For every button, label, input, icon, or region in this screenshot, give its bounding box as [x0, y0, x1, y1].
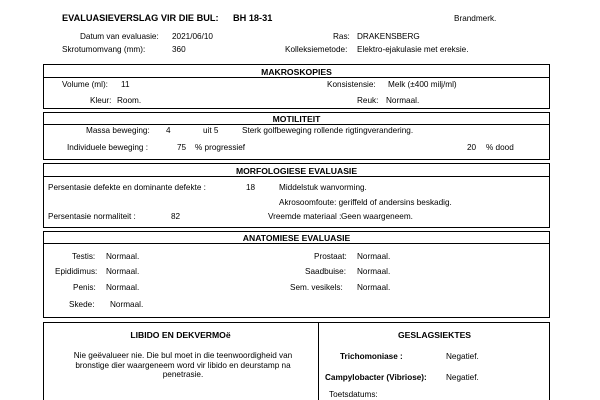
- libido-heading: LIBIDO EN DEKVERMOë: [130, 330, 231, 340]
- bull-id: BH 18-31: [233, 13, 273, 23]
- campylobacter-value: Negatief.: [446, 373, 479, 382]
- sheath-value: Normaal.: [110, 300, 144, 309]
- progressive-value: 75: [177, 143, 187, 152]
- prostate-label: Prostaat:: [314, 252, 347, 261]
- morphology-heading: MORFOLOGIESE EVALUASIE: [235, 166, 358, 176]
- defects-value: 18: [246, 183, 256, 192]
- scrotum-label: Skrotumomvang (mm):: [62, 45, 146, 54]
- defect-item-2: Akrosoomfoute: geriffeld of andersins beskadig.: [279, 198, 452, 207]
- testis-label: Testis:: [72, 252, 96, 261]
- epididymis-label: Epididimus:: [55, 267, 98, 276]
- seminal-ducts-label: Saadbuise:: [305, 267, 346, 276]
- seminal-vesicles-label: Sem. vesikels:: [290, 283, 343, 292]
- testis-value: Normaal.: [106, 252, 140, 261]
- seminal-vesicles-value: Normaal.: [357, 283, 391, 292]
- report-title: EVALUASIEVERSLAG VIR DIE BUL:: [62, 13, 219, 23]
- consistency-label: Konsistensie:: [327, 80, 376, 89]
- defect-item-1: Middelstuk wanvorming.: [279, 183, 367, 192]
- progressive-unit: % progressief: [195, 143, 246, 152]
- macroscopic-heading: MAKROSKOPIES: [261, 67, 332, 77]
- dead-value: 20: [467, 143, 477, 152]
- colour-label: Kleur:: [90, 96, 112, 105]
- method-label: Kolleksiemetode:: [285, 45, 348, 54]
- defects-label: Persentasie defekte en dominante defekte :: [48, 183, 206, 192]
- prostate-value: Normaal.: [357, 252, 391, 261]
- campylobacter-label: Campylobacter (Vibriose):: [325, 373, 427, 382]
- venereal-disease-heading: GESLAGSIEKTES: [397, 330, 472, 340]
- mass-motility-value: 4: [166, 126, 171, 135]
- test-dates-label: Toetsdatums:: [329, 390, 378, 399]
- penis-label: Penis:: [73, 283, 96, 292]
- seminal-ducts-value: Normaal.: [357, 267, 391, 276]
- volume-label: Volume (ml):: [62, 80, 108, 89]
- normality-value: 82: [171, 212, 181, 221]
- scrotum-value: 360: [172, 45, 186, 54]
- breed-label: Ras:: [333, 32, 350, 41]
- trichomoniasis-value: Negatief.: [446, 352, 479, 361]
- epididymis-value: Normaal.: [106, 267, 140, 276]
- normality-label: Persentasie normaliteit :: [48, 212, 136, 221]
- macroscopic-heading-rule: [43, 77, 550, 78]
- penis-value: Normaal.: [106, 283, 140, 292]
- date-label: Datum van evaluasie:: [80, 32, 159, 41]
- libido-text: Nie geëvalueer nie. Die bul moet in die teenwoordigheid van bronstige dier waargeneem word vir libido en deurstamp na penetrasie.: [73, 351, 293, 380]
- mass-motility-label: Massa beweging:: [86, 126, 150, 135]
- individual-motility-label: Individuele beweging :: [67, 143, 149, 152]
- anatomy-heading: ANATOMIESE EVALUASIE: [242, 233, 351, 243]
- motility-heading-rule: [43, 124, 550, 125]
- dead-unit: % dood: [486, 143, 514, 152]
- morphology-heading-rule: [43, 176, 550, 177]
- foreign-material-label: Vreemde materiaal :: [268, 212, 342, 221]
- colour-value: Room.: [117, 96, 142, 105]
- mass-motility-scale: uit 5: [203, 126, 219, 135]
- sheath-label: Skede:: [69, 300, 95, 309]
- consistency-value: Melk (±400 milj/ml): [388, 80, 457, 89]
- volume-value: 11: [121, 80, 130, 89]
- mass-motility-description: Sterk golfbeweging rollende rigtingverandering.: [242, 126, 414, 135]
- anatomy-heading-rule: [43, 243, 550, 244]
- trichomoniasis-label: Trichomoniase :: [340, 352, 403, 361]
- date-value: 2021/06/10: [172, 32, 213, 41]
- smell-value: Normaal.: [386, 96, 420, 105]
- smell-label: Reuk:: [357, 96, 379, 105]
- method-value: Elektro-ejakulasie met ereksie.: [357, 45, 469, 54]
- motility-heading: MOTILITEIT: [272, 114, 321, 124]
- foreign-material-value: Geen waargeneem.: [341, 212, 413, 221]
- breed-value: DRAKENSBERG: [357, 32, 420, 41]
- brand-label: Brandmerk.: [454, 14, 497, 23]
